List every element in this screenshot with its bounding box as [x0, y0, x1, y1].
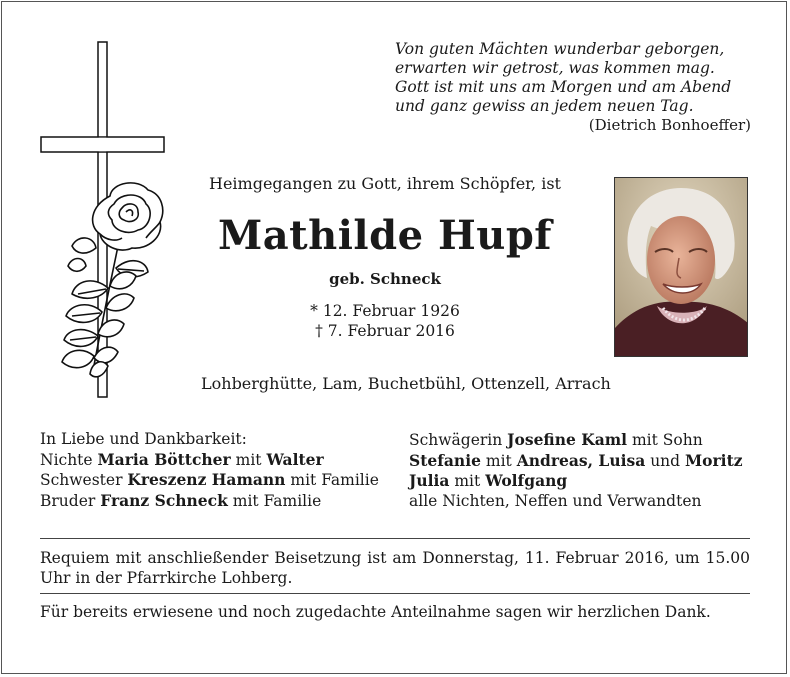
poem-author: (Dietrich Bonhoeffer)	[588, 116, 751, 134]
intro-text: Heimgegangen zu Gott, ihrem Schöpfer, ist	[209, 174, 561, 193]
poem-line: Gott ist mit uns am Morgen und am Abend	[395, 78, 732, 96]
mourner-line: Stefanie mit Andreas, Luisa und Moritz	[409, 450, 743, 470]
poem-line: erwarten wir getrost, was kommen mag.	[395, 59, 715, 77]
mourners-heading: In Liebe und Dankbarkeit:	[40, 430, 247, 448]
divider	[40, 593, 750, 594]
born-name: geb. Schneck	[329, 270, 441, 288]
thanks-text: Für bereits erwiesene und noch zugedachte Anteilnahme sagen wir herzlichen Dank.	[40, 603, 711, 621]
portrait-photo	[614, 177, 748, 357]
poem-line: und ganz gewiss an jedem neuen Tag.	[395, 97, 694, 115]
mourner-line: Bruder Franz Schneck mit Familie	[40, 490, 322, 510]
rose-icon	[50, 176, 170, 381]
places-text: Lohberghütte, Lam, Buchetbühl, Ottenzell, Arrach	[201, 374, 611, 393]
mourner-line: Schwägerin Josefine Kaml mit Sohn	[409, 430, 703, 449]
death-date: † 7. Februar 2016	[315, 322, 455, 340]
mourners-right	[409, 430, 743, 511]
mourner-line: Nichte Maria Böttcher mit Walter	[40, 449, 324, 469]
birth-date: * 12. Februar 1926	[310, 302, 460, 320]
poem-block	[395, 40, 751, 135]
mourner-line: Julia mit Wolfgang	[409, 471, 568, 490]
mourners-left	[40, 430, 379, 511]
deceased-name: Mathilde Hupf	[217, 212, 553, 259]
mourner-line: alle Nichten, Neffen und Verwandten	[409, 491, 702, 510]
requiem-text: Requiem mit anschließender Beisetzung ist am Donnerstag, 11. Februar 2016, um 15.00 Uhr in der Pfarrkirche Lohberg.	[40, 549, 750, 587]
divider	[40, 538, 750, 539]
mourner-line: Schwester Kreszenz Hamann mit Familie	[40, 470, 379, 489]
poem-line: Von guten Mächten wunderbar geborgen,	[395, 40, 725, 58]
